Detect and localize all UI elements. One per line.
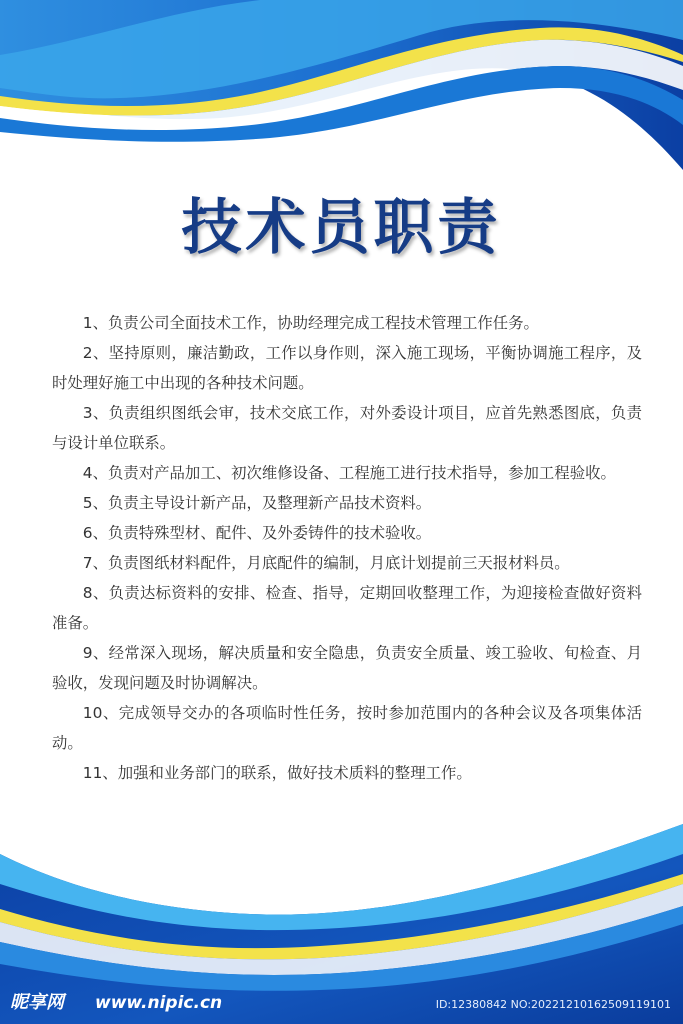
duty-item: 1、负责公司全面技术工作，协助经理完成工程技术管理工作任务。: [82, 314, 539, 332]
page-title: 技术员职责: [181, 193, 502, 263]
duties-list: [52, 308, 642, 788]
watermark-url: www.nipic.cn: [95, 993, 223, 1013]
duty-item: 6、负责特殊型材、配件、及外委铸件的技术验收。: [82, 524, 432, 542]
watermark-id: ID:12380842 NO:20221210162509119101: [435, 998, 671, 1011]
top-wave-decoration: [0, 0, 683, 170]
duty-item: 2、坚持原则，廉洁勤政，工作以身作则，深入施工现场，平衡协调施工程序，及时处理好施工中出现的各种技术问题。: [52, 344, 642, 392]
duty-item: 5、负责主导设计新产品，及整理新产品技术资料。: [82, 494, 432, 512]
duty-item: 10、完成领导交办的各项临时性任务，按时参加范围内的各种会议及各项集体活动。: [52, 704, 642, 752]
duty-item: 8、负责达标资料的安排、检查、指导，定期回收整理工作，为迎接检查做好资料准备。: [52, 584, 642, 632]
duty-item: 9、经常深入现场，解决质量和安全隐患，负责安全质量、竣工验收、旬检查、月验收，发现问题及时协调解决。: [52, 644, 642, 692]
duty-item: 3、负责组织图纸会审，技术交底工作，对外委设计项目，应首先熟悉图底，负责与设计单位联系。: [52, 404, 642, 452]
duty-item: 11、加强和业务部门的联系，做好技术质料的整理工作。: [82, 764, 472, 782]
watermark-logo: 昵享网: [10, 992, 64, 1013]
duty-item: 7、负责图纸材料配件，月底配件的编制，月底计划提前三天报材料员。: [82, 554, 570, 572]
duty-item: 4、负责对产品加工、初次维修设备、工程施工进行技术指导，参加工程验收。: [82, 464, 616, 482]
